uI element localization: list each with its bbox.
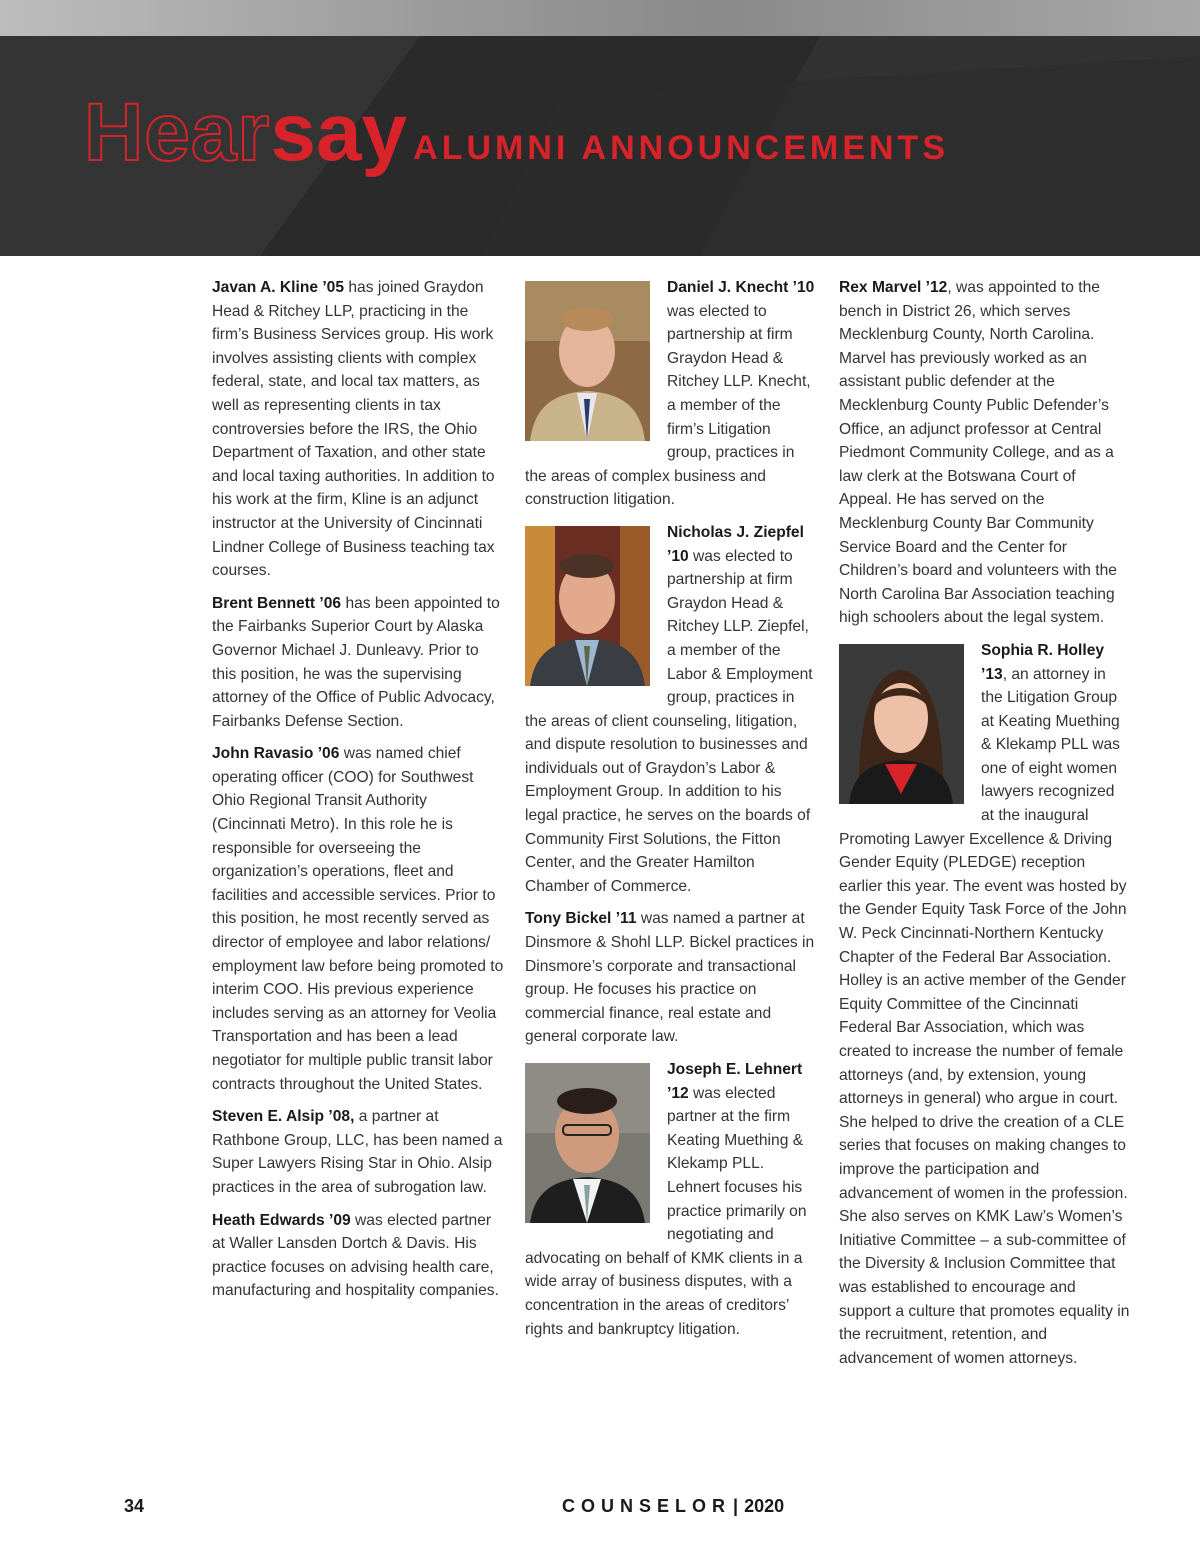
alumni-name: Joseph E. Lehnert ’12 — [667, 1061, 803, 1102]
announcement-text: has joined Graydon Head & Ritchey LLP, practicing in the firm’s Business Services group. His work involves assisting clients with complex federal, state, and local tax matters, as well as representing clients in tax controversies before the IRS, the Ohio Department of Taxation, and other state and local taxing authorities. In addition to his work at the firm, Kline is an adjunct instructor at the University of Cincinnati Lindner College of Business teaching tax courses. — [212, 279, 495, 580]
announcement-text: was elected partner at Waller Lansden Dortch & Davis. His practice focuses on advising health care, manufacturing and hospitality companies. — [212, 1211, 499, 1300]
publication-year: 2020 — [744, 1496, 785, 1516]
top-gradient-strip — [0, 0, 1200, 36]
announcement — [212, 276, 504, 583]
masthead — [84, 84, 950, 178]
publication-name: COUNSELOR — [562, 1496, 732, 1516]
alumni-name: Rex Marvel ’12 — [839, 279, 948, 296]
column-3 — [839, 276, 1131, 1379]
announcement — [525, 521, 817, 899]
announcement-text: has been appointed to the Fairbanks Superior Court by Alaska Governor Michael J. Dunleavy. Prior to this position, he was the supervising attorney of the Office of Public Advocacy, Fairbanks Defense Section. — [212, 594, 500, 730]
announcement-text: , an attorney in the Litigation Group at Keating Muething & Klekamp PLL was one of eight women lawyers recognized at the inaugural Promoting Lawyer Excellence & Driving Gender Equity (PLEDGE) reception earlier this year. The event was hosted by the Gender Equity Task Force of the John W. Peck Cincinnati-Northern Kentucky Chapter of the Federal Bar Association. Holley is an active member of the Gender Equity Committee of the Cincinnati Federal Bar Association, which was created to increase the number of female attorneys (and, by extension, young attorneys in general) who argue in court. She helped to drive the creation of a CLE series that focuses on making changes to improve the participation and advancement of women in the profession. She also serves on KMK Law’s Women’s Initiative Committee – a sub-committee of the Diversity & Inclusion Committee that was established to encourage and support a culture that promotes equality in the recruitment, retention, and advancement of women attorneys. — [839, 665, 1130, 1367]
announcement — [212, 592, 504, 734]
announcement-text: was named chief operating officer (COO) for Southwest Ohio Regional Transit Authority (Cincinnati Metro). In this role he is responsible for overseeing the organization’s operations, fleet and facilities and accessible services. Prior to this position, he most recently served as director of employee and labor relations/ employment law before being promoted to interim COO. His previous experience includes serving as an attorney for Veolia Transportation and has been a lead negotiator for multiple public transit labor contracts throughout the United States. — [212, 745, 504, 1093]
announcement — [525, 276, 817, 512]
headshot-photo — [525, 526, 650, 686]
announcement-text: was elected partner at the firm Keating Muething & Klekamp PLL. Lehnert focuses his practice primarily on negotiating and advocating on behalf of KMK clients in a wide array of business disputes, with a concentration in the areas of creditors’ rights and bankruptcy litigation. — [525, 1084, 807, 1338]
announcement-text: a partner at Rathbone Group, LLC, has been named a Super Lawyers Rising Star in Ohio. Alsip practices in the area of subrogation law. — [212, 1108, 503, 1196]
announcement — [525, 1058, 817, 1341]
alumni-name: Steven E. Alsip ’08, — [212, 1108, 355, 1126]
announcement — [839, 276, 1131, 630]
column-1 — [212, 276, 504, 1312]
alumni-name: John Ravasio ’06 — [212, 745, 340, 763]
footer-separator: | — [733, 1496, 739, 1516]
headshot-photo — [525, 281, 650, 441]
alumni-name: Nicholas J. Ziepfel ’10 — [667, 523, 804, 565]
announcement-text: was elected to partnership at firm Graydon Head & Ritchey LLP. Ziepfel, a member of the Labor & Employment group, practices in the areas of client counseling, litigation, and dispute resolution to businesses and individuals out of Graydon’s Labor & Employment Group. In addition to his legal practice, he serves on the boards of Community First Solutions, the Fitton Center, and the Greater Hamilton Chamber of Commerce. — [525, 547, 813, 895]
headshot-photo — [839, 644, 964, 804]
alumni-name: Javan A. Kline ’05 — [212, 279, 345, 296]
headshot-photo — [525, 1063, 650, 1223]
announcement — [212, 1209, 504, 1303]
column-2 — [525, 276, 817, 1350]
alumni-name: Tony Bickel ’11 — [525, 910, 637, 928]
announcement — [525, 907, 817, 1049]
alumni-name: Heath Edwards ’09 — [212, 1211, 351, 1229]
alumni-name: Brent Bennett ’06 — [212, 594, 342, 612]
logo-solid-text: say — [270, 87, 408, 178]
announcement — [839, 639, 1131, 1370]
page-number: 34 — [124, 1496, 145, 1516]
announcement-text: was named a partner at Dinsmore & Shohl LLP. Bickel practices in Dinsmore’s corporate and transactional group. He focuses his practice on commercial finance, real estate and general corporate law. — [525, 910, 815, 1046]
section-title: ALUMNI ANNOUNCEMENTS — [413, 129, 950, 167]
footer-publication — [562, 1496, 784, 1517]
alumni-name: Sophia R. Holley ’13 — [981, 641, 1105, 683]
alumni-name: Daniel J. Knecht ’10 — [667, 279, 815, 296]
announcement — [212, 1105, 504, 1199]
announcement-text: , was appointed to the bench in District 26, which serves Mecklenburg County, North Carolina. Marvel has previously worked as an assistant public defender at the Mecklenburg County Public Defender’s Office, an adjunct professor at Central Piedmont Community College, and as a law clerk at the Botswana Court of Appeal. He has served on the Mecklenburg County Bar Community Service Board and the Center for Children’s board and volunteers with the North Carolina Bar Association teaching high schoolers about the legal system. — [839, 279, 1117, 627]
logo-outline-text: Hear — [84, 87, 271, 178]
announcement — [212, 742, 504, 1096]
header-banner — [0, 36, 1200, 256]
announcement-text: was elected to partnership at firm Graydon Head & Ritchey LLP. Knecht, a member of the firm’s Litigation group, practices in the areas of complex business and construction litigation. — [525, 302, 811, 509]
